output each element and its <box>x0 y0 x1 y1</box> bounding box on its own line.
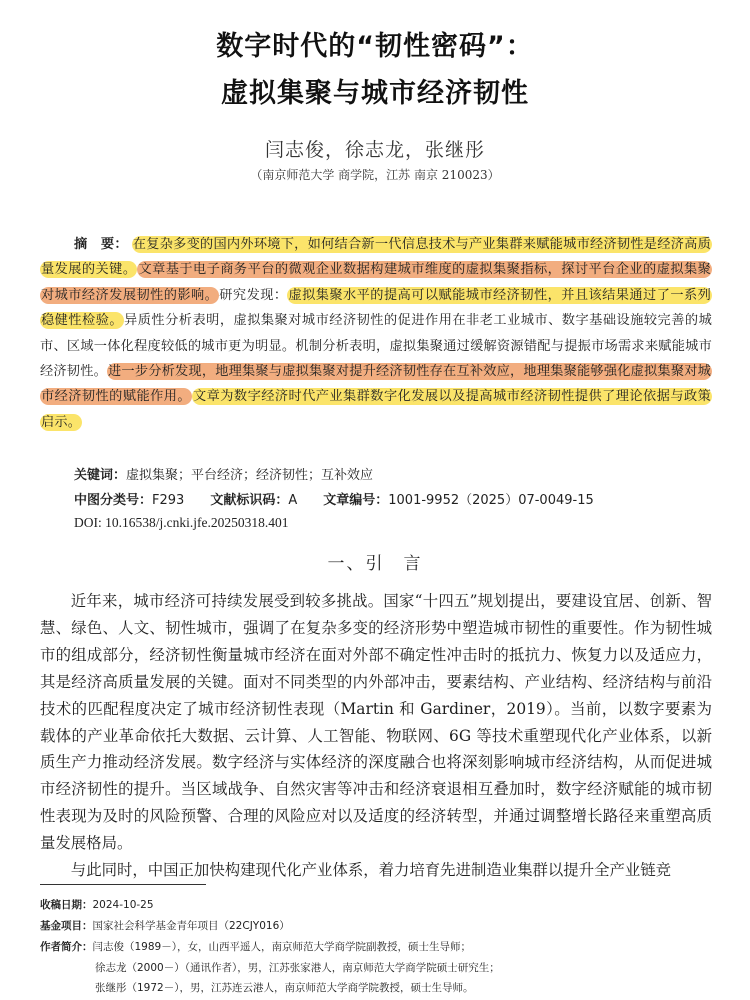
paragraph: 与此同时，中国正加快构建现代化产业体系，着力培育先进制造业集群以提升全产业链竞 <box>70 861 672 880</box>
fund-label: 基金项目： <box>40 920 93 932</box>
article-number-label: 文章编号： <box>323 493 389 508</box>
highlight-yellow[interactable]: 虚拟集聚水平的提高可以赋能城市经济韧性，并且该结果通过了一系列稳健性检验。 <box>41 287 711 329</box>
author-bio: 闫志俊（1989－），女，山西平遥人，南京师范大学商学院副教授，硕士生导师； <box>92 941 471 953</box>
article-number-value: 1001-9952（2025）07-0049-15 <box>388 493 594 508</box>
authors-bio-label: 作者简介： <box>40 941 93 953</box>
doi[interactable]: DOI: 10.16538/j.cnki.jfe.20250318.401 <box>74 515 289 530</box>
received-label: 收稿日期： <box>40 899 93 911</box>
paper-title-line-2: 虚拟集聚与城市经济韧性 <box>221 78 529 109</box>
highlight-orange[interactable]: 文章基于电子商务平台的微观企业数据构建城市维度的虚拟集聚指标，探讨平台企业的虚拟集聚对城市经济发展韧性的影响。 <box>41 262 711 303</box>
abstract-label: 摘 要： <box>74 237 128 252</box>
keywords <box>74 464 373 483</box>
body-text <box>40 588 712 884</box>
footnote-author-2: 徐志龙（2000－）（通讯作者），男，江苏张家港人，南京师范大学商学院硕士研究生； <box>95 962 500 974</box>
footnote-author-1 <box>40 939 471 954</box>
doc-code-value: A <box>288 493 298 508</box>
keywords-label: 关键词： <box>74 468 127 483</box>
author-affiliation: （南京师范大学 商学院，江苏 南京 210023） <box>250 168 500 182</box>
doc-code-label: 文献标识码： <box>210 493 289 508</box>
received-value: 2024-10-25 <box>92 899 154 911</box>
abstract-text: 异质性分析表明，虚拟集聚对城市经济韧性的促进作用在非老工业城市、数字基础设施较完善的城市、区域一体化程度较低的城市更为明显。机制分析表明，虚拟集聚通过缓解资源错配与提振市场需求来赋能城市经济韧性。 <box>40 313 712 380</box>
fund-value: 国家社会科学基金青年项目（22CJY016） <box>92 920 290 932</box>
classification-line <box>74 489 620 508</box>
keywords-value: 虚拟集聚；平台经济；经济韧性；互补效应 <box>126 468 374 483</box>
highlight-yellow[interactable]: 文章为数字经济时代产业集群数字化发展以及提高城市经济韧性提供了理论依据与政策启示。 <box>41 389 711 430</box>
footnote-divider <box>40 884 206 885</box>
section-heading-introduction: 一、引 言 <box>327 554 423 574</box>
abstract-text: 研究发现： <box>219 287 288 303</box>
highlight-orange[interactable]: 进一步分析发现，地理集聚与虚拟集聚对提升经济韧性存在互补效应，地理集聚能够强化虚拟集聚对城市经济韧性的赋能作用。 <box>41 364 712 405</box>
footnote-author-3: 张继彤（1972－），男，江苏连云港人，南京师范大学商学院教授，硕士生导师。 <box>95 982 474 994</box>
footnote-received <box>40 897 154 912</box>
clc-label: 中图分类号： <box>74 493 153 508</box>
highlight-yellow[interactable]: 在复杂多变的国内外环境下，如何结合新一代信息技术与产业集群来赋能城市经济韧性是经济高质量发展的关键。 <box>41 237 711 278</box>
paper-title-line-1: 数字时代的“韧性密码”： <box>216 31 534 62</box>
footnote-fund <box>40 918 290 933</box>
author-list: 闫志俊，徐志龙，张继彤 <box>264 139 485 161</box>
clc-value: F293 <box>152 493 185 508</box>
abstract <box>40 232 712 435</box>
paragraph: 近年来，城市经济可持续发展受到较多挑战。国家“十四五”规划提出，要建设宜居、创新、智慧、绿色、人文、韧性城市，强调了在复杂多变的经济形势中塑造城市韧性的重要性。作为韧性城市的组成部分，经济韧性衡量城市经济在面对外部不确定性冲击时的抵抗力、恢复力以及适应力，其是经济高质量发展的关键。面对不同类型的内外部冲击，要素结构、产业结构、经济结构与前沿技术的匹配程度决定了城市经济韧性表现（Martin 和 Gardiner，2019）。当前，以数字要素为载体的产业革命依托大数据、云计算、人工智能、物联网、6G 等技术重塑现代化产业体系，以新质生产力推动经济发展。数字经济与实体经济的深度融合也将深刻影响城市经济结构，从而促进城市经济韧性的提升。当区域战争、自然灾害等冲击和经济衰退相互叠加时，数字经济赋能的城市韧性表现为及时的风险预警、合理的风险应对以及适度的经济转型，并通过调整增长路径来重塑高质量发展格局。 <box>40 592 712 853</box>
